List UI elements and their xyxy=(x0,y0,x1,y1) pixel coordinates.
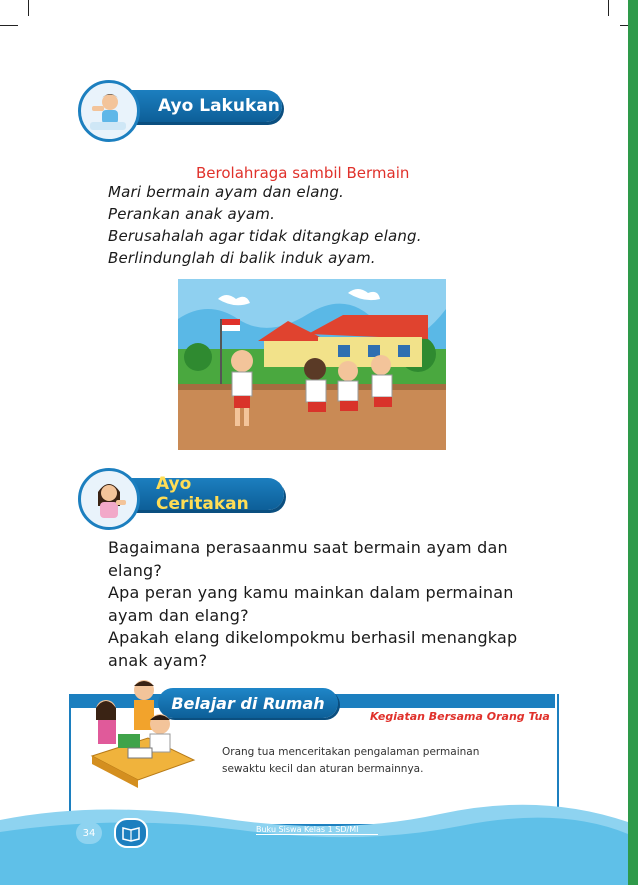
crop-mark xyxy=(608,0,609,16)
boy-exercise-icon xyxy=(78,80,140,142)
girl-talking-illustration xyxy=(86,476,132,522)
question-line: Apakah elang dikelompokmu berhasil menangkap xyxy=(108,628,518,647)
activity-subtitle: Berolahraga sambil Bermain xyxy=(196,164,410,182)
page-number: 34 xyxy=(76,822,102,844)
playground-scene xyxy=(178,279,446,450)
open-book-glyph xyxy=(116,820,146,846)
instruction-line: Berusahalah agar tidak ditangkap elang. xyxy=(108,227,422,245)
question-line: Bagaimana perasaanmu saat bermain ayam dan xyxy=(108,538,508,557)
book-icon xyxy=(114,818,148,848)
family-study-illustration xyxy=(88,676,198,796)
ayo-ceritakan-questions xyxy=(108,537,517,672)
side-green-bar xyxy=(628,0,638,885)
belajar-di-rumah-text xyxy=(222,744,479,778)
crop-mark xyxy=(28,0,29,16)
question-line: ayam dan elang? xyxy=(108,605,249,625)
boy-exercise-illustration xyxy=(86,88,132,134)
kegiatan-tag: Kegiatan Bersama Orang Tua xyxy=(370,710,550,723)
question-line: elang? xyxy=(108,560,163,580)
home-activity-line: sewaktu kecil dan aturan bermainnya. xyxy=(222,763,424,775)
home-activity-line: Orang tua menceritakan pengalaman permainan xyxy=(222,746,480,758)
question-line: anak ayam? xyxy=(108,650,208,670)
book-title-footer: Buku Siswa Kelas 1 SD/MI xyxy=(256,825,378,835)
ayo-ceritakan-title: Ayo Ceritakan xyxy=(156,474,249,514)
girl-talking-icon xyxy=(78,468,140,530)
instruction-line: Mari bermain ayam dan elang. xyxy=(108,183,345,201)
question-line: Apa peran yang kamu mainkan dalam permainan xyxy=(108,583,514,602)
crop-mark xyxy=(0,25,18,26)
ayo-lakukan-instructions xyxy=(108,181,422,269)
instruction-line: Berlindunglah di balik induk ayam. xyxy=(108,249,376,267)
instruction-line: Perankan anak ayam. xyxy=(108,205,276,223)
belajar-di-rumah-title: Belajar di Rumah xyxy=(171,693,325,713)
ayo-lakukan-title: Ayo Lakukan xyxy=(158,96,280,116)
children-playing-illustration xyxy=(178,279,446,450)
